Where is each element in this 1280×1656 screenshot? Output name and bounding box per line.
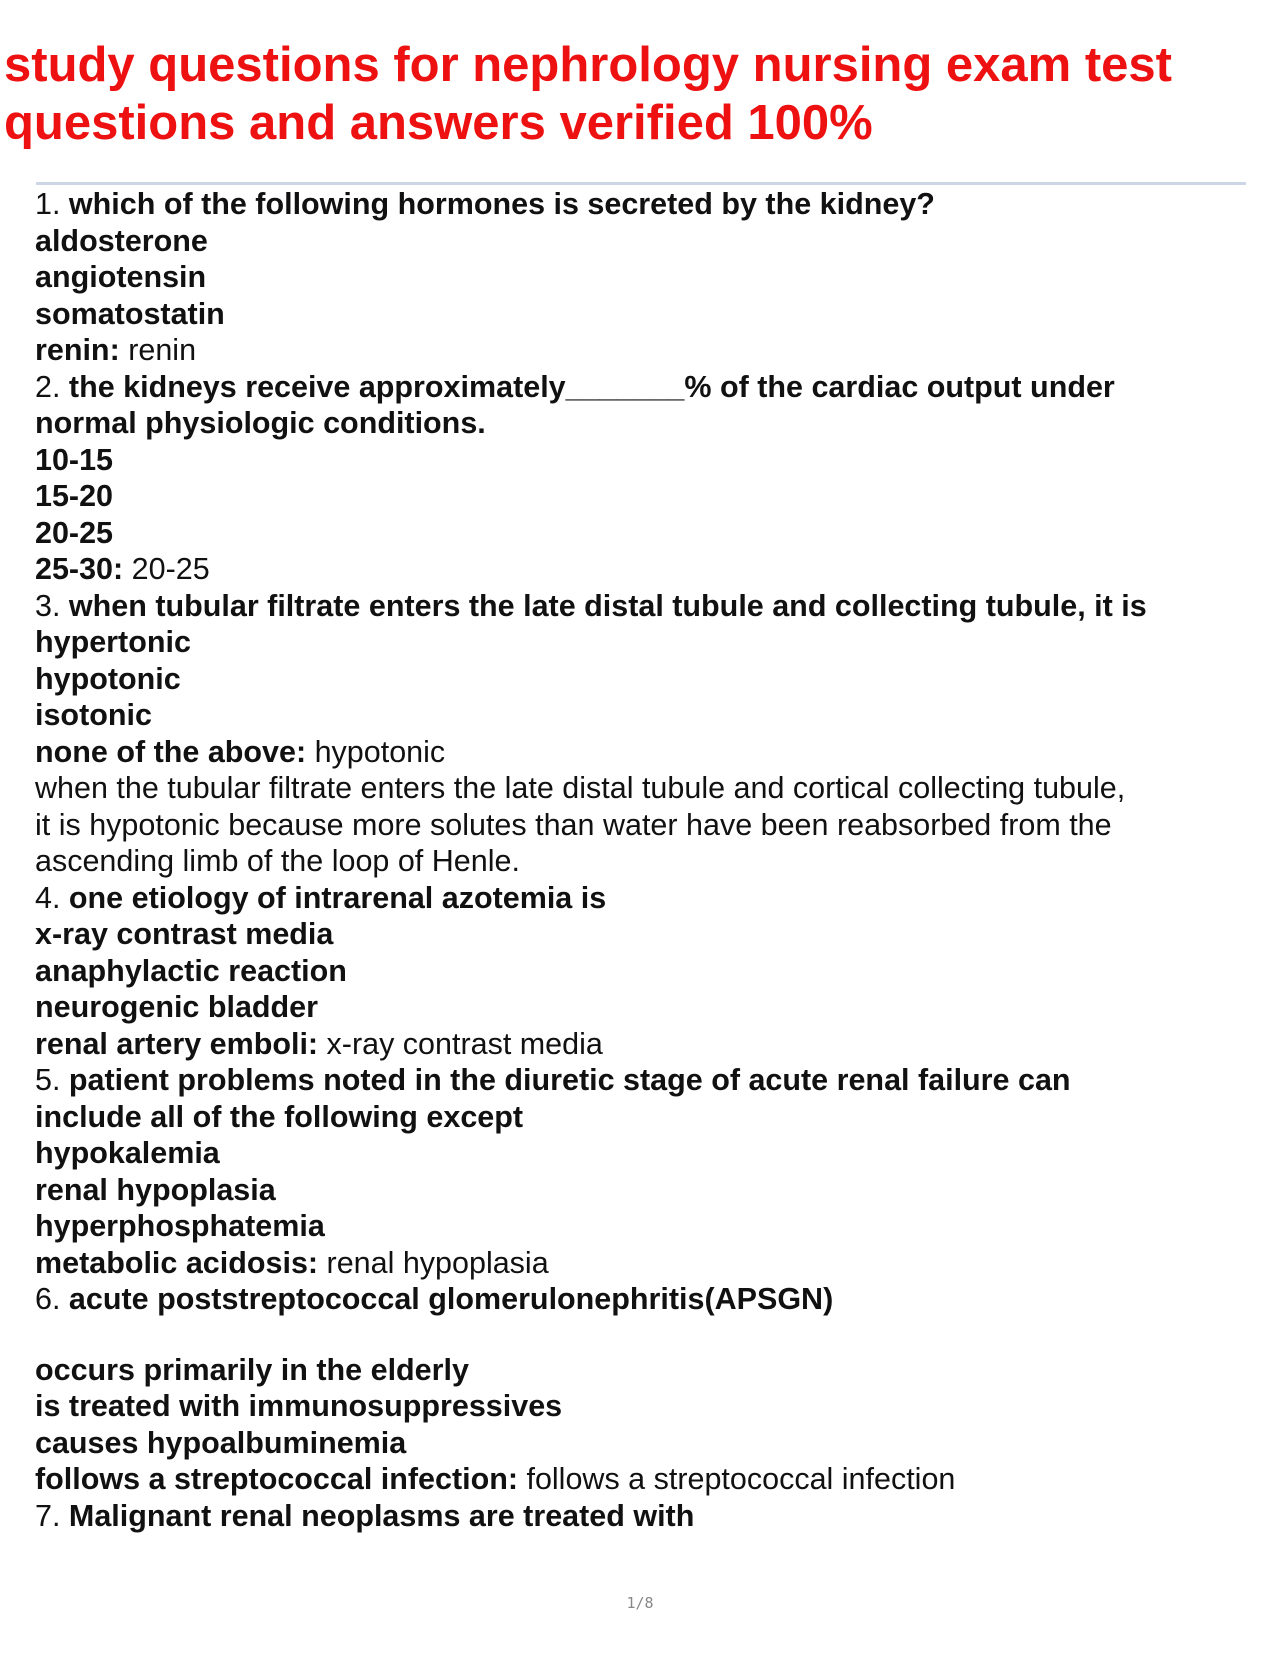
document-title — [4, 36, 1264, 152]
question-3-explanation-2: it is hypotonic because more solutes than water have been reabsorbed from the — [35, 807, 1112, 842]
question-2-option-4-line — [35, 551, 1250, 588]
question-4-option-4-line — [35, 1026, 1250, 1063]
question-7 — [35, 1498, 1250, 1535]
question-5-option-4: metabolic acidosis: — [35, 1245, 319, 1280]
question-6-stem — [35, 1281, 1250, 1318]
question-5 — [35, 1062, 1250, 1281]
question-1-option-4-line — [35, 332, 1250, 369]
question-6-answer: follows a streptococcal infection — [518, 1462, 956, 1496]
question-1-text: which of the following hormones is secreted by the kidney? — [68, 187, 935, 221]
question-5-option-1: hypokalemia — [35, 1136, 220, 1170]
question-2-text-1: the kidneys receive approximately_______% of the cardiac output under — [68, 369, 1115, 404]
question-4-number: 4. — [35, 880, 69, 915]
question-list — [35, 186, 1250, 1534]
question-7-number: 7. — [35, 1498, 69, 1533]
title-line-2: questions and answers verified 100% — [4, 96, 873, 150]
question-3-number: 3. — [35, 588, 69, 623]
question-3-option-1: hypertonic — [35, 625, 191, 659]
question-3-option-3: isotonic — [35, 698, 152, 732]
question-2-answer: 20-25 — [123, 552, 210, 586]
page-number: 1/8 — [626, 1594, 654, 1612]
question-5-text-1: patient problems noted in the diuretic stage of acute renal failure can — [68, 1063, 1071, 1097]
question-6-option-1: occurs primarily in the elderly — [35, 1352, 469, 1387]
question-4-option-1: x-ray contrast media — [35, 917, 334, 951]
question-5-number: 5. — [35, 1063, 69, 1097]
question-4-option-2: anaphylactic reaction — [35, 953, 347, 988]
question-5-text-2: include all of the following except — [35, 1099, 524, 1134]
question-1-option-3: somatostatin — [35, 296, 225, 331]
question-5-answer: renal hypoplasia — [318, 1245, 549, 1280]
question-3-explanation-1: when the tubular filtrate enters the late distal tubule and cortical collecting tubule, — [35, 771, 1126, 805]
question-5-option-3: hyperphosphatemia — [35, 1209, 325, 1243]
question-4-stem — [35, 880, 1250, 917]
question-2 — [35, 369, 1250, 588]
question-6-option-3: causes hypoalbuminemia — [35, 1425, 407, 1460]
question-3-stem — [35, 588, 1250, 625]
question-1-answer: renin — [119, 333, 197, 367]
question-5-option-4-line — [35, 1245, 1250, 1282]
question-2-option-2: 15-20 — [35, 479, 114, 513]
question-7-text: Malignant renal neoplasms are treated with — [68, 1498, 695, 1533]
question-4-text: one etiology of intrarenal azotemia is — [68, 880, 607, 915]
question-2-stem — [35, 369, 1250, 406]
question-1-option-1: aldosterone — [35, 223, 208, 258]
question-4 — [35, 880, 1250, 1063]
question-1-number: 1. — [35, 187, 69, 221]
question-7-stem — [35, 1498, 1250, 1535]
question-2-option-4: 25-30: — [35, 552, 124, 586]
question-3-option-4-line — [35, 734, 1250, 771]
question-3-text: when tubular filtrate enters the late distal tubule and collecting tubule, it is — [68, 588, 1147, 623]
question-2-text-2: normal physiologic conditions. — [35, 406, 486, 440]
question-6-option-2: is treated with immunosuppressives — [35, 1389, 563, 1423]
question-2-option-1: 10-15 — [35, 442, 114, 477]
title-divider — [36, 182, 1246, 185]
question-1-stem — [35, 186, 1250, 223]
question-4-option-3: neurogenic bladder — [35, 990, 319, 1024]
question-3-option-4: none of the above: — [35, 734, 307, 769]
question-3-explanation-3: ascending limb of the loop of Henle. — [35, 844, 520, 878]
question-2-option-3: 20-25 — [35, 515, 114, 550]
title-line-1: study questions for nephrology nursing exam test — [4, 38, 1172, 92]
question-6 — [35, 1281, 1250, 1498]
question-6-text: acute poststreptococcal glomerulonephritis(APSGN) — [68, 1282, 834, 1316]
question-5-stem — [35, 1062, 1250, 1099]
question-3-option-2: hypotonic — [35, 661, 181, 696]
question-3 — [35, 588, 1250, 880]
question-4-answer: x-ray contrast media — [318, 1026, 603, 1061]
question-6-option-4-line — [35, 1461, 1250, 1498]
question-1 — [35, 186, 1250, 369]
question-1-option-2: angiotensin — [35, 260, 207, 294]
question-4-option-4: renal artery emboli: — [35, 1026, 319, 1061]
question-3-answer: hypotonic — [306, 734, 446, 769]
question-6-option-4: follows a streptococcal infection: — [35, 1462, 518, 1496]
question-2-number: 2. — [35, 369, 69, 404]
question-6-spacer — [35, 1318, 1250, 1352]
question-6-number: 6. — [35, 1282, 69, 1316]
question-5-option-2: renal hypoplasia — [35, 1172, 276, 1207]
question-1-option-4: renin: — [35, 333, 120, 367]
